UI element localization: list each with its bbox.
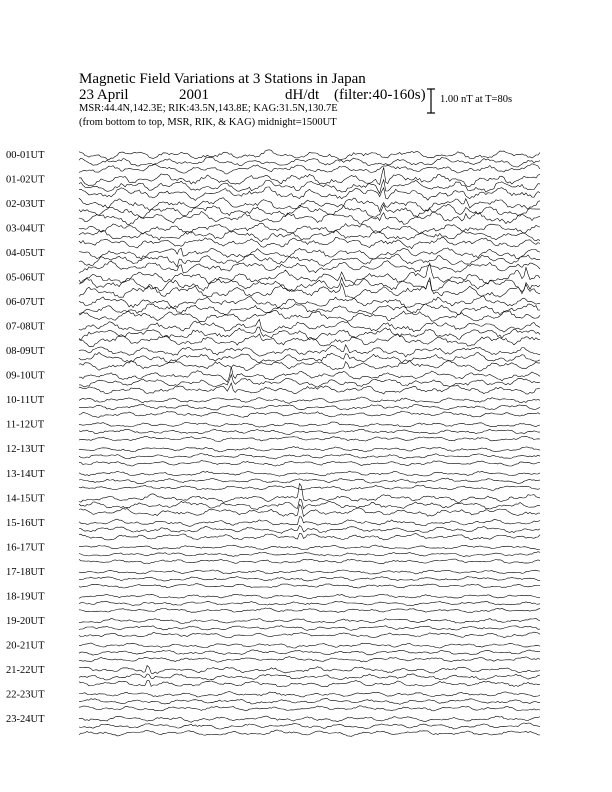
trace-rik-23-24ut bbox=[79, 723, 540, 729]
trace-rik-08-09ut bbox=[79, 352, 540, 363]
trace-msr-06-07ut bbox=[79, 310, 540, 322]
trace-kag-00-01ut bbox=[79, 150, 540, 160]
hour-label-17-18ut: 17-18UT bbox=[6, 566, 45, 578]
chart-title: Magnetic Field Variations at 3 Stations in Japan bbox=[79, 71, 366, 87]
trace-msr-12-13ut bbox=[79, 460, 540, 466]
trace-msr-20-21ut bbox=[79, 657, 540, 663]
trace-rik-00-01ut bbox=[79, 157, 540, 167]
trace-rik-03-04ut bbox=[79, 230, 540, 242]
hour-label-00-01ut: 00-01UT bbox=[6, 150, 45, 161]
trace-rik-16-17ut bbox=[79, 552, 540, 557]
hour-label-02-03ut: 02-03UT bbox=[6, 199, 45, 211]
trace-msr-22-23ut bbox=[79, 706, 540, 711]
hour-label-18-19ut: 18-19UT bbox=[6, 591, 45, 603]
filter-label: (filter:40-160s) bbox=[334, 87, 426, 103]
hour-label-16-17ut: 16-17UT bbox=[6, 542, 45, 554]
trace-rik-12-13ut bbox=[79, 454, 540, 460]
trace-msr-11-12ut bbox=[79, 436, 540, 441]
trace-kag-16-17ut bbox=[79, 545, 540, 549]
hour-label-06-07ut: 06-07UT bbox=[6, 297, 45, 309]
hour-label-09-10ut: 09-10UT bbox=[6, 370, 45, 382]
quantity-label: dH/dt bbox=[285, 87, 320, 103]
trace-kag-20-21ut bbox=[79, 643, 540, 648]
trace-kag-12-13ut bbox=[79, 447, 540, 452]
trace-msr-19-20ut bbox=[79, 632, 540, 637]
trace-msr-13-14ut bbox=[79, 485, 540, 490]
trace-rik-10-11ut bbox=[79, 404, 540, 410]
scale-label: 1.00 nT at T=80s bbox=[440, 94, 513, 105]
trace-kag-10-11ut bbox=[79, 397, 540, 403]
hour-label-20-21ut: 20-21UT bbox=[6, 640, 45, 652]
trace-kag-08-09ut bbox=[79, 345, 540, 357]
hour-label-19-20ut: 19-20UT bbox=[6, 615, 45, 627]
hour-label-05-06ut: 05-06UT bbox=[6, 272, 45, 284]
trace-rik-02-03ut bbox=[79, 204, 540, 218]
date-year: 2001 bbox=[179, 87, 209, 103]
trace-kag-11-12ut bbox=[79, 422, 540, 427]
trace-msr-02-03ut bbox=[79, 212, 540, 225]
trace-kag-02-03ut bbox=[79, 198, 540, 212]
trace-rik-18-19ut bbox=[79, 601, 540, 606]
trace-msr-00-01ut bbox=[79, 164, 540, 174]
trace-rik-01-02ut bbox=[79, 180, 540, 194]
hour-label-12-13ut: 12-13UT bbox=[6, 444, 45, 456]
date-day: 23 April bbox=[79, 87, 129, 103]
hour-label-03-04ut: 03-04UT bbox=[6, 223, 45, 235]
hour-label-22-23ut: 22-23UT bbox=[6, 689, 45, 701]
station-coordinates: MSR:44.4N,142.3E; RIK:43.5N,143.8E; KAG:31.5N,130.7E bbox=[79, 103, 338, 114]
trace-msr-21-22ut bbox=[79, 681, 540, 687]
trace-kag-05-06ut bbox=[79, 263, 540, 285]
trace-rik-17-18ut bbox=[79, 576, 540, 581]
trace-rik-20-21ut bbox=[79, 650, 540, 655]
trace-rik-19-20ut bbox=[79, 626, 540, 631]
hour-label-07-08ut: 07-08UT bbox=[6, 321, 45, 333]
trace-rik-07-08ut bbox=[79, 327, 540, 340]
trace-rik-21-22ut bbox=[79, 674, 540, 680]
trace-kag-21-22ut bbox=[79, 666, 540, 674]
hour-label-15-16ut: 15-16UT bbox=[6, 517, 45, 529]
hour-label-21-22ut: 21-22UT bbox=[6, 664, 45, 676]
trace-msr-15-16ut bbox=[79, 533, 540, 540]
hour-label-14-15ut: 14-15UT bbox=[6, 493, 45, 505]
trace-kag-14-15ut bbox=[79, 484, 540, 503]
hour-label-23-24ut: 23-24UT bbox=[6, 713, 45, 725]
trace-msr-05-06ut bbox=[79, 278, 540, 299]
station-order-note: (from bottom to top, MSR, RIK, & KAG) midnight=1500UT bbox=[79, 117, 337, 128]
hour-label-10-11ut: 10-11UT bbox=[6, 395, 45, 407]
hour-label-01-02ut: 01-02UT bbox=[6, 174, 45, 186]
trace-kag-13-14ut bbox=[79, 471, 540, 476]
trace-rik-14-15ut bbox=[79, 499, 540, 509]
trace-kag-23-24ut bbox=[79, 716, 540, 722]
trace-msr-07-08ut bbox=[79, 334, 540, 347]
trace-rik-11-12ut bbox=[79, 429, 540, 434]
trace-kag-18-19ut bbox=[79, 594, 540, 598]
trace-kag-15-16ut bbox=[79, 517, 540, 527]
trace-kag-22-23ut bbox=[79, 692, 540, 697]
trace-msr-16-17ut bbox=[79, 559, 540, 564]
trace-msr-10-11ut bbox=[79, 411, 540, 417]
trace-msr-08-09ut bbox=[79, 360, 540, 372]
trace-kag-09-10ut bbox=[79, 367, 540, 382]
hour-label-04-05ut: 04-05UT bbox=[6, 248, 45, 260]
trace-rik-15-16ut bbox=[79, 526, 540, 534]
hour-label-11-12ut: 11-12UT bbox=[6, 419, 45, 431]
trace-rik-22-23ut bbox=[79, 699, 540, 705]
trace-msr-18-19ut bbox=[79, 608, 540, 613]
trace-rik-13-14ut bbox=[79, 478, 540, 484]
trace-kag-06-07ut bbox=[79, 296, 540, 308]
hour-label-08-09ut: 08-09UT bbox=[6, 346, 45, 358]
trace-rik-06-07ut bbox=[79, 304, 540, 315]
trace-msr-23-24ut bbox=[79, 730, 540, 736]
trace-kag-17-18ut bbox=[79, 570, 540, 574]
trace-msr-17-18ut bbox=[79, 584, 540, 588]
trace-kag-01-02ut bbox=[79, 167, 540, 186]
hour-label-13-14ut: 13-14UT bbox=[6, 468, 45, 480]
trace-kag-19-20ut bbox=[79, 618, 540, 623]
